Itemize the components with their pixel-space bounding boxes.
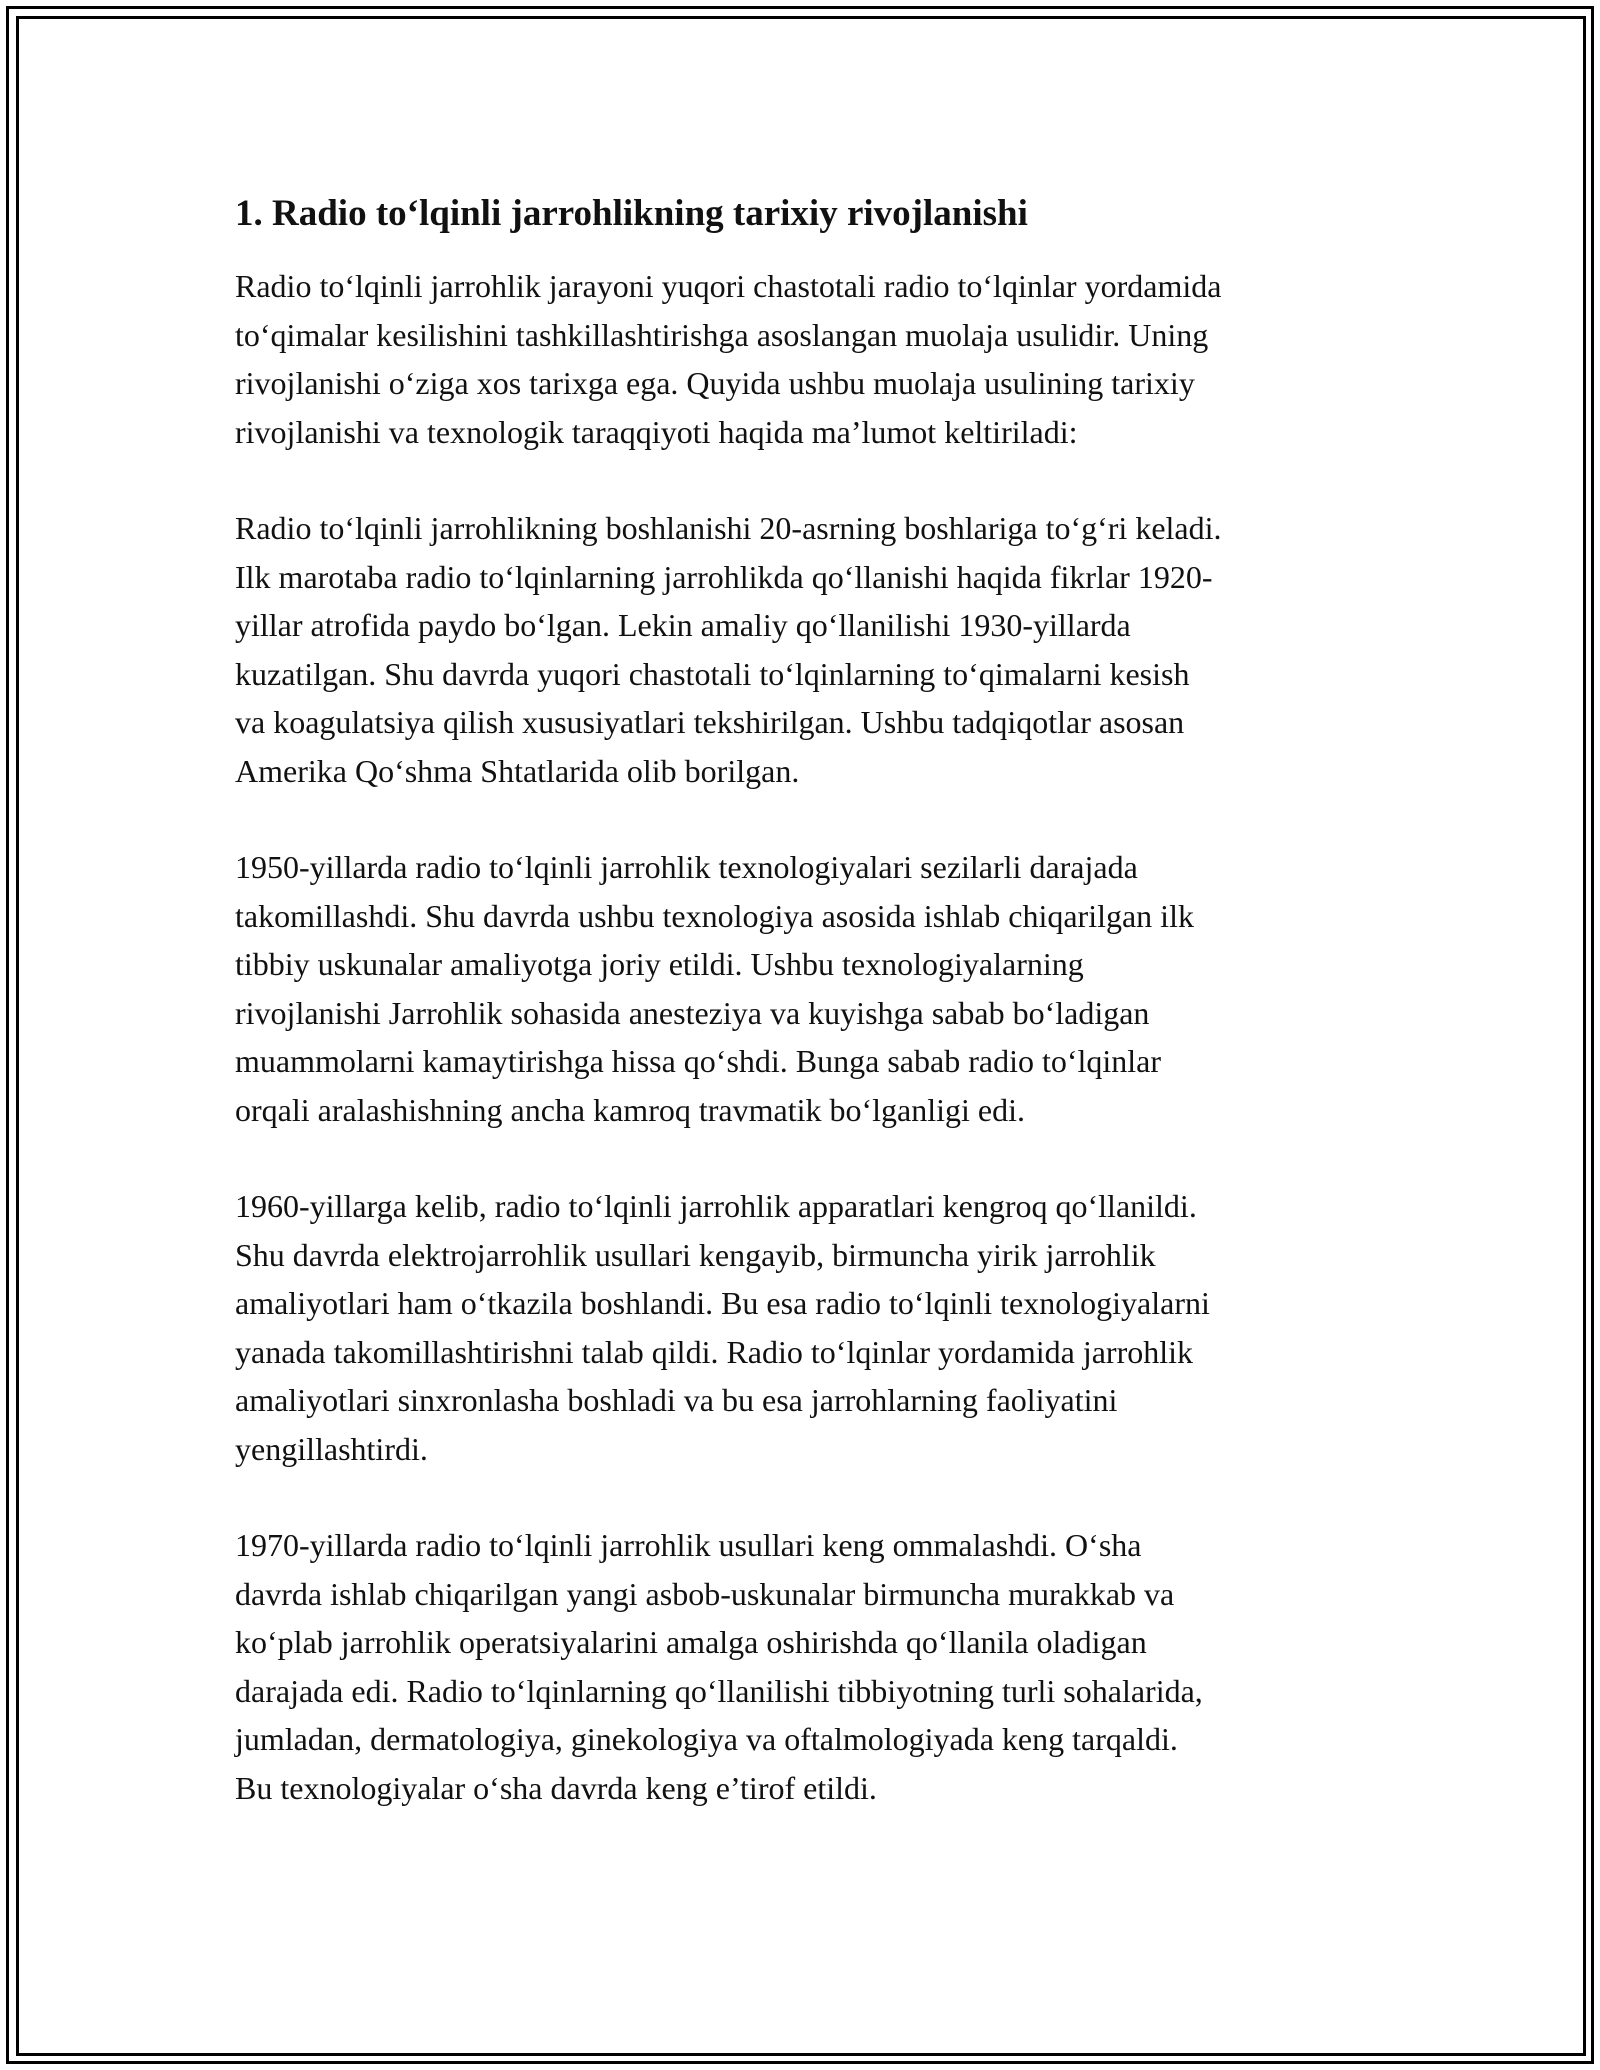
paragraph-line: amaliyotlari ham o‘tkazila boshlandi. Bu esa radio to‘lqinli texnologiyalarni <box>235 1285 1210 1321</box>
paragraph-line: 1950-yillarda radio to‘lqinli jarrohlik texnologiyalari sezilarli darajada <box>235 849 1138 885</box>
paragraph-line: rivojlanishi Jarrohlik sohasida anesteziya va kuyishga sabab bo‘ladigan <box>235 994 1150 1031</box>
paragraph-line: Amerika Qo‘shma Shtatlarida olib borilgan. <box>235 752 800 789</box>
paragraph-line: Shu davrda elektrojarrohlik usullari kengayib, birmuncha yirik jarrohlik <box>235 1236 1156 1273</box>
paragraph-line: to‘qimalar kesilishini tashkillashtirishga asoslangan muolaja usulidir. Uning <box>235 316 1209 353</box>
paragraph-list <box>235 262 1375 1812</box>
paragraph-line: 1970-yillarda radio to‘lqinli jarrohlik usullari keng ommalashdi. O‘sha <box>235 1527 1142 1563</box>
paragraph-line: yillar atrofida paydo bo‘lgan. Lekin amaliy qo‘llanilishi 1930-yillarda <box>235 607 1131 643</box>
paragraph-line: tibbiy uskunalar amaliyotga joriy etildi. Ushbu texnologiyalarning <box>235 946 1084 982</box>
paragraph <box>235 1182 1375 1473</box>
paragraph-line: Radio to‘lqinli jarrohlikning boshlanishi 20-asrning boshlariga to‘g‘ri keladi. <box>235 510 1222 546</box>
paragraph <box>235 504 1375 795</box>
paragraph <box>235 1521 1375 1812</box>
paragraph-line: rivojlanishi va texnologik taraqqiyoti haqida ma’lumot keltiriladi: <box>235 413 1078 450</box>
paragraph-line: rivojlanishi o‘ziga xos tarixga ega. Quyida ushbu muolaja usulining tarixiy <box>235 365 1195 401</box>
paragraph <box>235 843 1375 1134</box>
paragraph-line: darajada edi. Radio to‘lqinlarning qo‘llanilishi tibbiyotning turli sohalarida, <box>235 1672 1203 1709</box>
paragraph-line: yanada takomillashtirishni talab qildi. Radio to‘lqinlar yordamida jarrohlik <box>235 1333 1193 1370</box>
paragraph-line: Bu texnologiyalar o‘sha davrda keng e’tirof etildi. <box>235 1769 877 1806</box>
paragraph-line: jumladan, dermatologiya, ginekologiya va oftalmologiyada keng tarqaldi. <box>235 1721 1178 1757</box>
paragraph-line: amaliyotlari sinxronlasha boshladi va bu esa jarrohlarning faoliyatini <box>235 1382 1118 1418</box>
document-body <box>235 188 1375 1860</box>
paragraph-line: va koagulatsiya qilish xususiyatlari tekshirilgan. Ushbu tadqiqotlar asosan <box>235 704 1185 740</box>
paragraph-line: Radio to‘lqinli jarrohlik jarayoni yuqori chastotali radio to‘lqinlar yordamida <box>235 268 1222 304</box>
paragraph <box>235 262 1375 456</box>
paragraph-line: 1960-yillarga kelib, radio to‘lqinli jarrohlik apparatlari kengroq qo‘llanildi. <box>235 1188 1197 1224</box>
paragraph-line: Ilk marotaba radio to‘lqinlarning jarrohlikda qo‘llanishi haqida fikrlar 1920- <box>235 558 1213 595</box>
paragraph-line: davrda ishlab chiqarilgan yangi asbob-uskunalar birmuncha murakkab va <box>235 1575 1175 1612</box>
paragraph-line: yengillashtirdi. <box>235 1430 428 1467</box>
paragraph-line: orqali aralashishning ancha kamroq travmatik bo‘lganligi edi. <box>235 1091 1025 1128</box>
paragraph-line: kuzatilgan. Shu davrda yuqori chastotali to‘lqinlarning to‘qimalarni kesish <box>235 655 1190 692</box>
section-heading: 1. Radio to‘lqinli jarrohlikning tarixiy rivojlanishi <box>235 193 1028 234</box>
paragraph-line: takomillashdi. Shu davrda ushbu texnologiya asosida ishlab chiqarilgan ilk <box>235 897 1194 934</box>
paragraph-line: muammolarni kamaytirishga hissa qo‘shdi. Bunga sabab radio to‘lqinlar <box>235 1043 1162 1079</box>
paragraph-line: ko‘plab jarrohlik operatsiyalarini amalga oshirishda qo‘llanila oladigan <box>235 1624 1147 1660</box>
